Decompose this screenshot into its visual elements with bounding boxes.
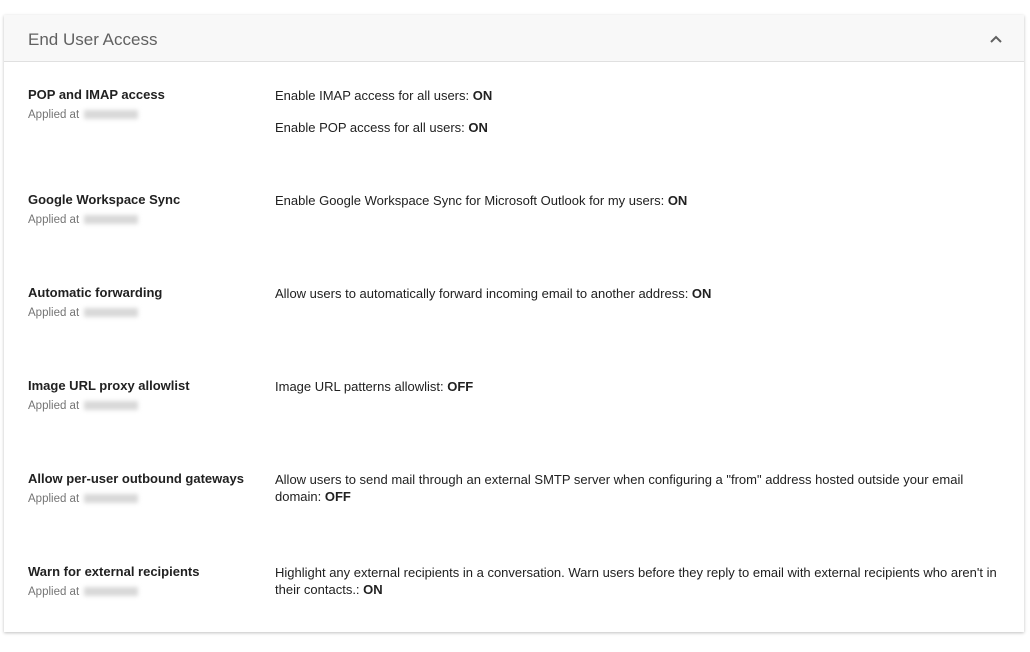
blurred-org-unit xyxy=(84,494,138,503)
setting-name: Automatic forwarding xyxy=(28,285,163,300)
setting-name: Google Workspace Sync xyxy=(28,192,181,207)
setting-state: ON xyxy=(472,88,493,103)
setting-name: Allow per-user outbound gateways xyxy=(28,471,244,486)
setting-value xyxy=(275,378,1005,395)
blurred-org-unit xyxy=(84,215,138,224)
blurred-org-unit xyxy=(84,308,138,317)
blurred-org-unit xyxy=(84,401,138,410)
blurred-org-unit xyxy=(84,110,138,119)
blurred-org-unit xyxy=(84,587,138,596)
applied-label: Applied at xyxy=(28,493,80,505)
setting-value xyxy=(275,87,1005,104)
applied-label: Applied at xyxy=(28,586,80,598)
setting-value xyxy=(275,192,1005,209)
setting-value xyxy=(275,285,1005,302)
applied-at xyxy=(28,109,138,121)
setting-description: Enable POP access for all users: xyxy=(275,120,469,135)
applied-label: Applied at xyxy=(28,400,80,412)
setting-description: Allow users to automatically forward incoming email to another address: xyxy=(275,286,692,301)
setting-value xyxy=(275,119,1005,136)
setting-description: Allow users to send mail through an external SMTP server when configuring a "from" address hosted outside your email domain: xyxy=(275,472,964,504)
end-user-access-card xyxy=(4,15,1024,632)
applied-at xyxy=(28,214,138,226)
setting-name: POP and IMAP access xyxy=(28,87,165,102)
setting-state: ON xyxy=(667,193,688,208)
setting-state: OFF xyxy=(447,379,474,394)
setting-description: Enable Google Workspace Sync for Microsoft Outlook for my users: xyxy=(275,193,668,208)
setting-state: OFF xyxy=(324,489,351,504)
setting-state: ON xyxy=(468,120,488,135)
applied-at xyxy=(28,400,138,412)
setting-name: Warn for external recipients xyxy=(28,564,200,579)
setting-state: ON xyxy=(363,582,383,597)
applied-at xyxy=(28,493,138,505)
card-header[interactable] xyxy=(4,15,1024,62)
setting-name: Image URL proxy allowlist xyxy=(28,378,190,393)
setting-description: Highlight any external recipients in a conversation. Warn users before they reply to email with external recipients who aren't in their contacts.: xyxy=(275,565,997,597)
applied-at xyxy=(28,586,138,598)
applied-label: Applied at xyxy=(28,214,80,226)
setting-value xyxy=(275,564,1005,598)
chevron-up-icon[interactable] xyxy=(988,31,1004,47)
setting-state: ON xyxy=(691,286,712,301)
applied-label: Applied at xyxy=(28,307,80,319)
setting-description: Image URL patterns allowlist: xyxy=(275,379,448,394)
setting-value xyxy=(275,471,1005,505)
applied-at xyxy=(28,307,138,319)
applied-label: Applied at xyxy=(28,109,80,121)
card-title: End User Access xyxy=(28,30,158,49)
setting-description: Enable IMAP access for all users: xyxy=(275,88,473,103)
